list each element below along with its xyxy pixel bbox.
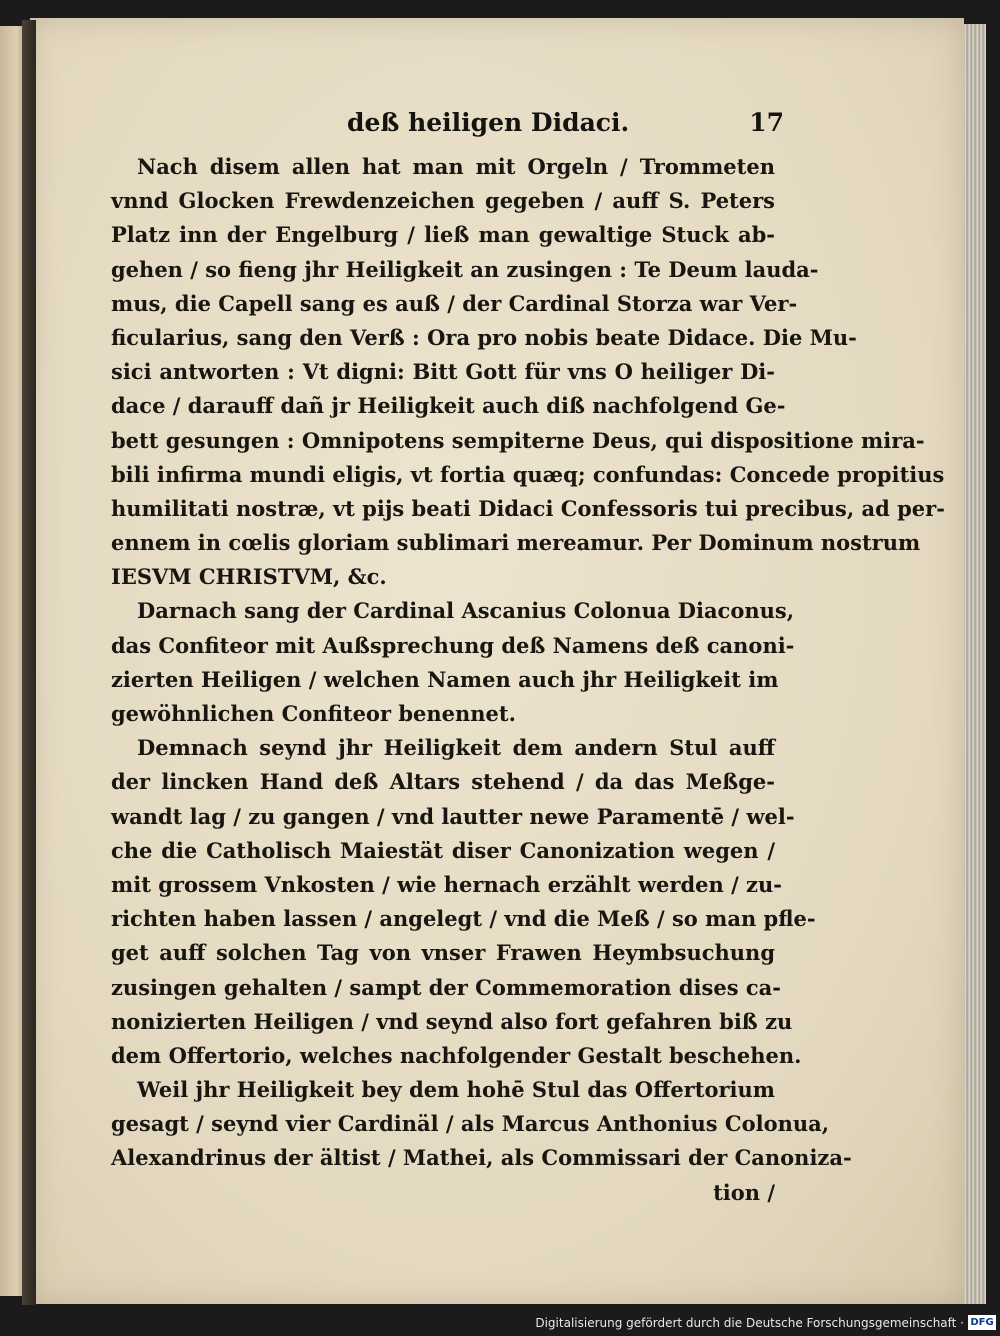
running-title: deß heiligen Didaci. (347, 108, 630, 137)
text-line: dem Offertorio, welches nachfolgender Gestalt beschehen. (111, 1042, 802, 1068)
text-line: mus, die Capell sang es auß / der Cardinal Storza war Ver- (111, 290, 798, 316)
catchword: tion / (713, 1179, 775, 1205)
text-line: Darnach sang der Cardinal Ascanius Colonua Diaconus, (137, 598, 795, 624)
text-line: ennem in cœlis gloriam sublimari mereamur. Per Dominum nostrum (111, 530, 921, 556)
text-line: humilitati nostræ, vt pijs beati Didaci Confessoris tui precibus, ad per- (111, 495, 945, 521)
page-number: 17 (749, 108, 784, 137)
text-line: nonizierten Heiligen / vnd seynd also fort gefahren biß zu (111, 1008, 793, 1034)
text-line: das Confiteor mit Außsprechung deß Namens deß canoni- (111, 632, 795, 658)
book-gutter (22, 20, 36, 1305)
text-line: mit grossem Vnkosten / wie hernach erzählt werden / zu- (111, 871, 782, 897)
text-line: gehen / so fieng jhr Heiligkeit an zusingen : Te Deum lauda- (111, 256, 819, 282)
text-line: dace / darauff dañ jr Heiligkeit auch diß nachfolgend Ge- (111, 393, 786, 419)
text-line: sici antworten : Vt digni: Bitt Gott für vns O heiliger Di- (111, 359, 775, 385)
text-line: Nach disem allen hat man mit Orgeln / Trommeten (137, 154, 775, 179)
text-line: wandt lag / zu gangen / vnd lautter newe Paramentē / wel- (111, 803, 795, 829)
digitization-credit: Digitalisierung gefördert durch die Deutsche Forschungsgemeinschaft · (535, 1316, 964, 1330)
text-line: Alexandrinus der ältist / Mathei, als Commissari der Canoniza- (111, 1145, 852, 1171)
text-line: ficularius, sang den Verß : Ora pro nobis beate Didace. Die Mu- (111, 324, 857, 350)
text-line: che die Catholisch Maiestät diser Canonization wegen / (111, 837, 775, 863)
page-header (30, 108, 964, 148)
text-line: zierten Heiligen / welchen Namen auch jhr Heiligkeit im (111, 666, 779, 692)
text-line: get auff solchen Tag von vnser Frawen Heymbsuchung (111, 940, 775, 966)
text-line: richten haben lassen / angelegt / vnd die Meß / so man pfle- (111, 906, 816, 932)
page-block-edges (964, 24, 986, 1304)
text-line: vnnd Glocken Frewdenzeichen gegeben / auff S. Peters (111, 188, 775, 214)
body-text (111, 150, 945, 1205)
text-line: Weil jhr Heiligkeit bey dem hohē Stul das Offertorium (137, 1077, 775, 1103)
dfg-logo-icon: DFG (968, 1315, 996, 1330)
text-line: der lincken Hand deß Altars stehend / da das Meßge- (111, 769, 775, 795)
text-line: Platz inn der Engelburg / ließ man gewaltige Stuck ab- (111, 222, 775, 248)
text-line: Demnach seynd jhr Heiligkeit dem andern Stul auff (137, 735, 775, 761)
text-line: bett gesungen : Omnipotens sempiterne Deus, qui dispositione mira- (111, 427, 925, 453)
text-line: IESVM CHRISTVM, &c. (111, 564, 387, 590)
text-line: bili infirma mundi eligis, vt fortia quæq; confundas: Concede propitius (111, 461, 945, 487)
text-line: gewöhnlichen Confiteor benennet. (111, 701, 516, 726)
text-line: zusingen gehalten / sampt der Commemoration dises ca- (111, 974, 781, 1000)
text-line: gesagt / seynd vier Cardinäl / als Marcus Anthonius Colonua, (111, 1111, 830, 1137)
